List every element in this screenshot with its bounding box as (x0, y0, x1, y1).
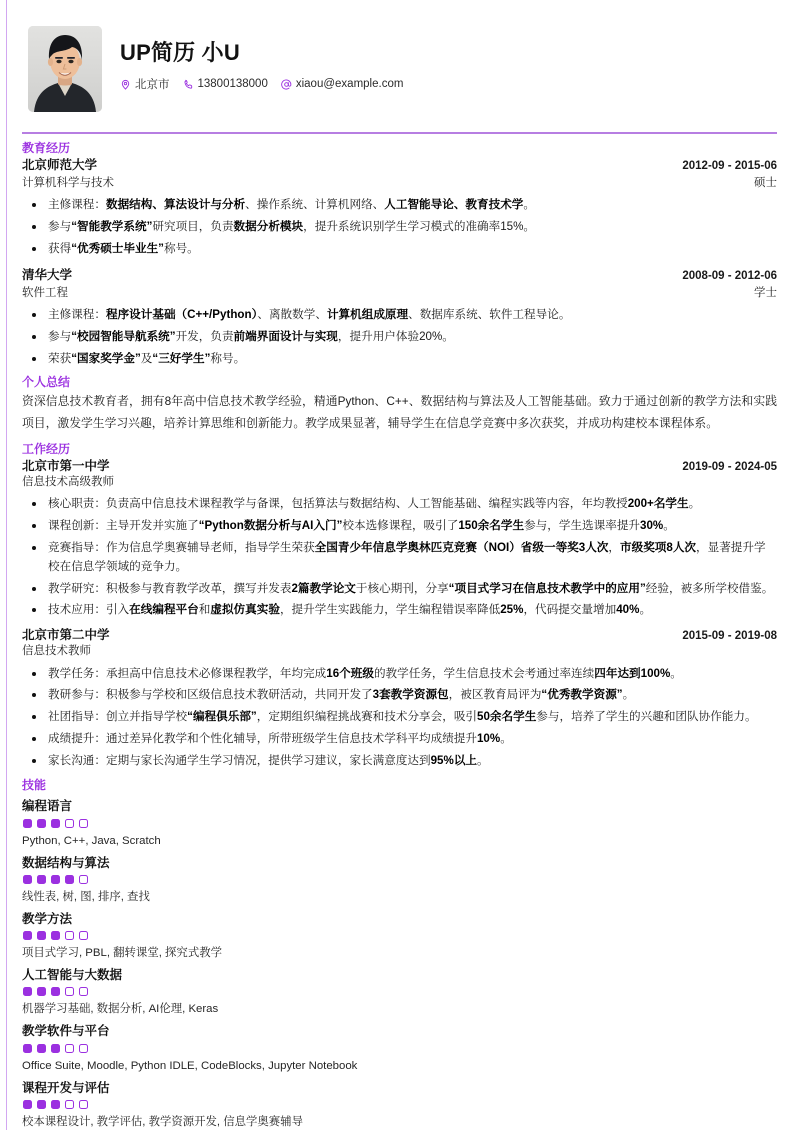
contact-location-value: 北京市 (135, 79, 170, 92)
rating-dot-filled (37, 1044, 46, 1053)
rating-dot-filled (65, 875, 74, 884)
rating-dot-empty (79, 875, 88, 884)
list-item: 荣获“国家奖学金”及“三好学生”称号。 (22, 350, 777, 369)
work-bullets (22, 495, 777, 620)
page-title: UP简历 小U (120, 40, 240, 65)
skill-detail: 机器学习基础, 数据分析, AI伦理, Keras (22, 1003, 219, 1016)
skill-detail: 线性表, 树, 图, 排序, 查找 (22, 890, 150, 903)
education-school: 清华大学 (22, 267, 73, 282)
work-bullets (22, 665, 777, 771)
section-title-skills: 技能 (22, 778, 47, 793)
section-skills (22, 778, 777, 1130)
skill-item (22, 910, 777, 962)
section-title-education: 教育经历 (22, 141, 71, 155)
summary-text: 资深信息技术教育者，拥有8年高中信息技术教学经验，精通Python、C++、数据结构与算法及人工智能基础。致力于通过创新的教学方法和实践项目，激发学生学习兴趣，培养计算思维和创新能力。教学成果显著，辅导学生在信息学竞赛中多次获奖，并成功构建校本课程体系。 (22, 394, 777, 431)
list-item: 参与“校园智能导航系统”开发，负责前端界面设计与实现，提升用户体验20%。 (22, 328, 777, 347)
rating-dot-filled (37, 987, 46, 996)
contact-phone (183, 78, 268, 90)
list-item: 课程创新：主导开发并实施了“Python数据分析与AI入门”校本选修课程，吸引了150余名学生参与，学生选课率提升30%。 (22, 517, 777, 536)
contact-location (120, 76, 170, 92)
list-item: 主修课程：程序设计基础（C++/Python）、离散数学、计算机组成原理、数据库系统、软件工程导论。 (22, 306, 777, 325)
contact-phone-value: 13800138000 (197, 78, 268, 91)
rating-dot-filled (37, 875, 46, 884)
section-work (22, 442, 777, 770)
rating-dot-filled (23, 875, 32, 884)
skill-item (22, 797, 777, 849)
list-item: 成绩提升：通过差异化教学和个性化辅导，所带班级学生信息技术学科平均成绩提升10%。 (22, 730, 777, 749)
rating-dot-filled (37, 931, 46, 940)
education-major: 软件工程 (22, 286, 68, 299)
skill-level-rating (23, 875, 777, 884)
work-role: 信息技术高级教师 (22, 475, 114, 488)
rating-dot-empty (79, 931, 88, 940)
rating-dot-filled (23, 819, 32, 828)
list-item: 教学研究：积极参与教育教学改革，撰写并发表2篇教学论文于核心期刊，分享“项目式学习在信息技术教学中的应用”经验，被多所学校借鉴。 (22, 580, 777, 599)
list-item: 技术应用：引入在线编程平台和虚拟仿真实验，提升学生实践能力，学生编程错误率降低25%，代码提交量增加40%。 (22, 601, 777, 620)
skill-item (22, 1022, 777, 1074)
skill-level-rating (23, 1044, 777, 1053)
education-school: 北京师范大学 (22, 158, 98, 172)
rating-dot-filled (23, 1100, 32, 1109)
list-item: 主修课程：数据结构、算法设计与分析、操作系统、计算机网络、人工智能导论、教育技术学。 (22, 196, 777, 215)
left-accent-rule (6, 0, 7, 1130)
location-pin-icon (120, 79, 131, 90)
section-title-work: 工作经历 (22, 442, 71, 457)
education-entry (22, 267, 777, 369)
rating-dot-empty (79, 819, 88, 828)
identity-block (120, 26, 403, 92)
skill-level-rating (23, 931, 777, 940)
rating-dot-filled (51, 1044, 60, 1053)
rating-dot-empty (65, 1044, 74, 1053)
list-item: 教研参与：积极参与学校和区级信息技术教研活动，共同开发了3套教学资源包，被区教育局评为“优秀教学资源”。 (22, 686, 777, 705)
education-daterange: 2012-09 - 2015-06 (682, 160, 777, 172)
rating-dot-filled (37, 819, 46, 828)
education-bullets (22, 306, 777, 368)
list-item: 获得“优秀硕士毕业生”称号。 (22, 240, 777, 259)
education-entry (22, 157, 777, 259)
list-item: 竞赛指导：作为信息学奥赛辅导老师，指导学生荣获全国青少年信息学奥林匹克竞赛（NOI）省级一等奖3人次，市级奖项8人次，显著提升学校在信息学领域的竞争力。 (22, 539, 777, 577)
rating-dot-filled (51, 1100, 60, 1109)
rating-dot-filled (51, 875, 60, 884)
education-degree: 学士 (754, 286, 777, 299)
skill-item (22, 966, 777, 1018)
rating-dot-filled (51, 987, 60, 996)
list-item: 参与“智能教学系统”研究项目，负责数据分析模块，提升系统识别学生学习模式的准确率15%。 (22, 218, 777, 237)
work-company: 北京市第二中学 (22, 628, 110, 643)
rating-dot-filled (23, 931, 32, 940)
work-company: 北京市第一中学 (22, 459, 110, 474)
skill-detail: 项目式学习, PBL, 翻转课堂, 探究式教学 (22, 947, 222, 960)
rating-dot-empty (65, 931, 74, 940)
rating-dot-empty (65, 1100, 74, 1109)
skill-detail: Office Suite, Moodle, Python IDLE, CodeBlocks, Jupyter Notebook (22, 1059, 358, 1072)
skill-detail: Python, C++, Java, Scratch (22, 834, 161, 847)
work-entry (22, 458, 777, 620)
resume-header (22, 22, 777, 112)
skill-detail: 校本课程设计, 教学评估, 教学资源开发, 信息学奥赛辅导 (22, 1115, 303, 1128)
profile-photo (28, 26, 102, 112)
skills-list (22, 797, 777, 1130)
education-major: 计算机科学与技术 (22, 176, 114, 189)
rating-dot-empty (65, 819, 74, 828)
rating-dot-filled (51, 819, 60, 828)
skill-item (22, 1079, 777, 1131)
list-item: 社团指导：创立并指导学校“编程俱乐部”，定期组织编程挑战赛和技术分享会，吸引50余名学生参与，培养了学生的兴趣和团队协作能力。 (22, 708, 777, 727)
contact-email-value: xiaou@example.com (295, 78, 404, 91)
skill-level-rating (23, 819, 777, 828)
skill-name: 教学软件与平台 (22, 1024, 110, 1039)
rating-dot-filled (37, 1100, 46, 1109)
skill-item (22, 854, 777, 906)
header-divider (22, 132, 777, 134)
rating-dot-empty (79, 987, 88, 996)
list-item: 家长沟通：定期与家长沟通学生学习情况，提供学习建议，家长满意度达到95%以上。 (22, 752, 777, 771)
skill-name: 课程开发与评估 (22, 1080, 110, 1095)
list-item: 核心职责：负责高中信息技术课程教学与备课，包括算法与数据结构、人工智能基础、编程实践等内容，年均教授200+名学生。 (22, 495, 777, 514)
phone-icon (183, 79, 194, 90)
contact-email (281, 78, 404, 90)
rating-dot-empty (79, 1100, 88, 1109)
rating-dot-filled (51, 931, 60, 940)
section-title-summary: 个人总结 (22, 375, 71, 390)
section-education (22, 141, 777, 368)
rating-dot-empty (65, 987, 74, 996)
rating-dot-empty (79, 1044, 88, 1053)
education-bullets (22, 196, 777, 258)
work-entry (22, 627, 777, 770)
skill-level-rating (23, 987, 777, 996)
section-summary (22, 375, 777, 435)
contact-list (120, 76, 403, 92)
skill-level-rating (23, 1100, 777, 1109)
skill-name: 教学方法 (22, 911, 73, 926)
rating-dot-filled (23, 987, 32, 996)
education-daterange: 2008-09 - 2012-06 (682, 269, 777, 282)
rating-dot-filled (23, 1044, 32, 1053)
skill-name: 数据结构与算法 (22, 855, 110, 870)
at-sign-icon (281, 79, 292, 90)
work-role: 信息技术教师 (22, 645, 91, 658)
skill-name: 编程语言 (22, 799, 73, 814)
work-daterange: 2015-09 - 2019-08 (682, 630, 777, 643)
skill-name: 人工智能与大数据 (22, 968, 123, 983)
work-daterange: 2019-09 - 2024-05 (682, 461, 777, 474)
list-item: 教学任务：承担高中信息技术必修课程教学，年均完成16个班级的教学任务，学生信息技术会考通过率连续四年达到100%。 (22, 665, 777, 684)
education-degree: 硕士 (754, 176, 777, 189)
